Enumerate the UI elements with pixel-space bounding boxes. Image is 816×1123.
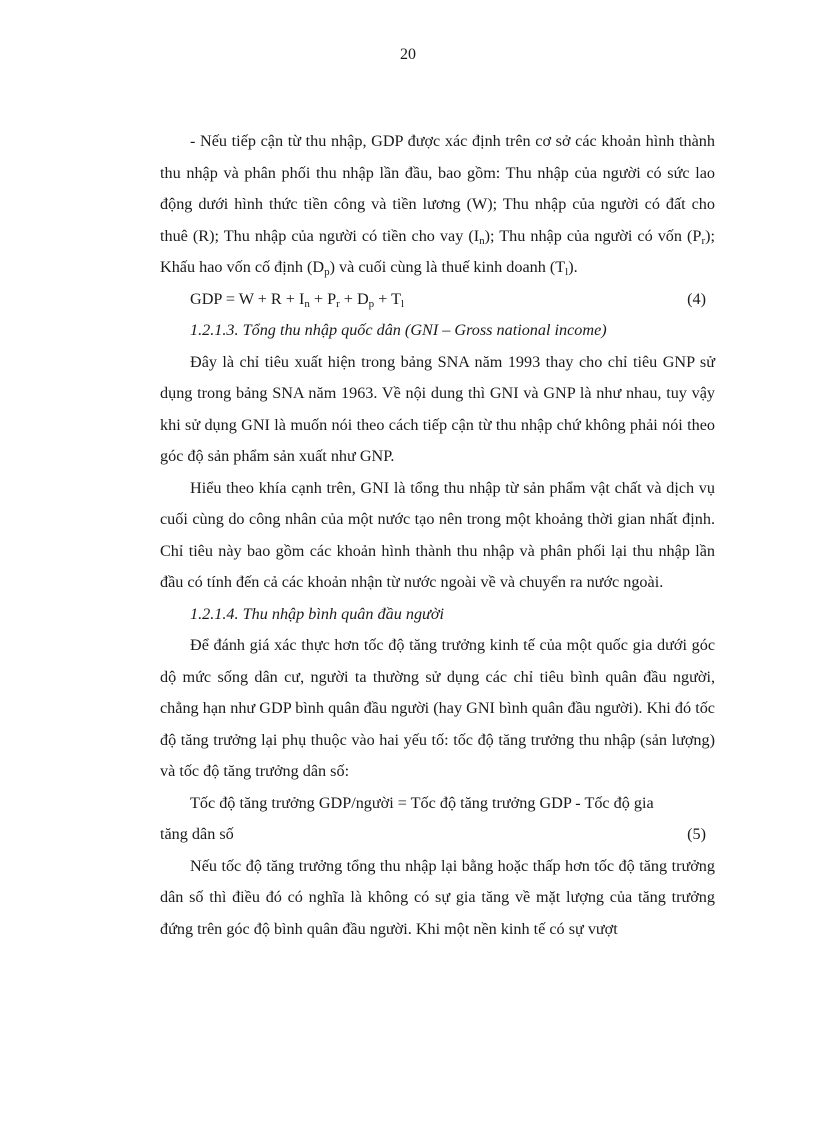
formula-4 (160, 284, 715, 316)
paragraph-per-capita: Để đánh giá xác thực hơn tốc độ tăng trưởng kinh tế của một quốc gia dưới góc dộ mức sống dân cư, người ta thường sử dụng các chỉ tiêu bình quân đầu người, chẳng hạn như GDP bình quân đầu người (hay GNI bình quân đầu người). Khi đó tốc độ tăng trưởng lại phụ thuộc vào hai yếu tố: tốc độ tăng trưởng thu nhập (sản lượng) và tốc độ tăng trưởng dân số: (160, 636, 715, 780)
paragraph-gni-definition: Đây là chỉ tiêu xuất hiện trong bảng SNA năm 1993 thay cho chỉ tiêu GNP sử dụng trong bảng SNA năm 1963. Về nội dung thì GNI và GNP là như nhau, tuy vậy khi sử dụng GNI là muốn nói theo cách tiếp cận từ thu nhập chứ không phải nói theo góc độ sản phẩm sản xuất như GNP. (160, 352, 715, 465)
paragraph-growth-comparison: Nếu tốc độ tăng trưởng tổng thu nhập lại bằng hoặc thấp hơn tốc độ tăng trưởng dân số thì điều đó có nghĩa là không có sự gia tăng về mặt lượng của tăng trưởng đứng trên góc độ bình quân đầu người. Khi một nền kinh tế có sự vượt (160, 856, 715, 938)
formula-4-number: (4) (687, 289, 706, 308)
formula-5-line2: tăng dân số (160, 825, 234, 843)
formula-4-expression: GDP = $W + R + I_n + P_r + D_p + T_l$ (190, 289, 405, 310)
paragraph-gni-meaning: Hiểu theo khía cạnh trên, GNI là tổng thu nhập từ sản phẩm vật chất và dịch vụ cuối cùng do công nhân của một nước tạo nên trong một khoảng thời gian nhất định. Chỉ tiêu này bao gồm các khoản hình thành thu nhập và phân phối lại thu nhập lần đầu có tính đến cả các khoản nhận từ nước ngoài về và chuyển ra nước ngoài. (160, 478, 715, 591)
body-text (160, 126, 715, 945)
page-number: 20 (400, 46, 416, 63)
heading-1214: 1.2.1.4. Thu nhập bình quân đầu người (190, 604, 444, 623)
paragraph-income-approach: - Nếu tiếp cận từ thu nhập, GDP được xác định trên cơ sở các khoản hình thành thu nhập và phân phối thu nhập lần đầu, bao gồm: Thu nhập của người có sức lao động dưới hình thức tiền công và tiền lương (W); Thu nhập của người có đất cho thuê (R); Thu nhập của người có tiền cho vay $(I_n)$; Thu nhập của người có vốn $(P_r)$; Khấu hao vốn cố định $(D_p)$ và cuối cùng là thuế kinh doanh $(T_l)$. (160, 132, 715, 278)
formula-5-line1: Tốc độ tăng trưởng GDP/người = Tốc độ tăng trưởng GDP - Tốc độ gia (190, 793, 654, 812)
formula-5-number: (5) (687, 825, 706, 843)
formula-5 (160, 819, 715, 851)
heading-1213: 1.2.1.3. Tổng thu nhập quốc dân (GNI – Gross national income) (190, 321, 607, 339)
